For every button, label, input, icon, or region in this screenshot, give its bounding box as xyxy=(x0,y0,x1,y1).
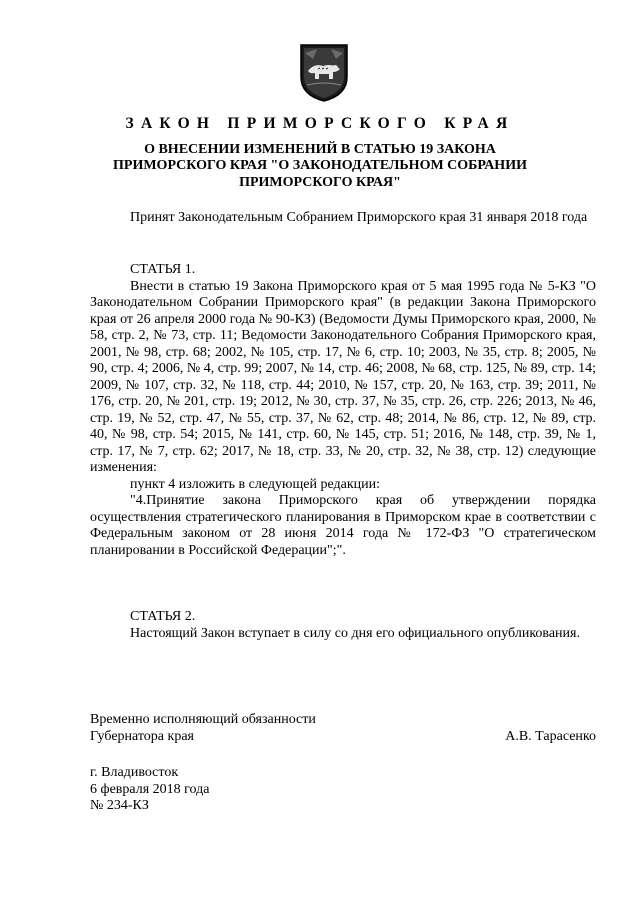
signature-block xyxy=(90,712,596,745)
footer-city: г. Владивосток xyxy=(90,765,179,780)
article-1 xyxy=(90,262,596,559)
article-1-heading: СТАТЬЯ 1. xyxy=(130,262,196,277)
adoption-note-block xyxy=(90,210,596,227)
article-2-heading: СТАТЬЯ 2. xyxy=(130,609,196,624)
article-1-item-intro: пункт 4 изложить в следующей редакции: xyxy=(130,476,380,492)
coat-of-arms-icon xyxy=(299,41,349,103)
signatory-position-line1: Временно исполняющий обязанности xyxy=(90,712,316,727)
article-2-body: Настоящий Закон вступает в силу со дня его официального опубликования. xyxy=(130,625,580,641)
article-2 xyxy=(90,609,596,642)
document-footer xyxy=(90,765,210,815)
article-1-quote: "4.Принятие закона Приморского края об утверждении порядка осуществления стратегического планирования в Приморском крае в соответствии с Федеральным законом от 28 июня 2014 года № 172-ФЗ "О стратегическом планировании в Российской Федерации";". xyxy=(90,493,596,558)
signatory-position-line2: Губернатора края xyxy=(90,728,194,744)
footer-date: 6 февраля 2018 года xyxy=(90,781,210,797)
subtitle-line: ПРИМОРСКОГО КРАЯ" xyxy=(239,174,401,190)
subtitle-line: О ВНЕСЕНИИ ИЗМЕНЕНИЙ В СТАТЬЮ 19 ЗАКОНА xyxy=(144,142,496,157)
subtitle-line: ПРИМОРСКОГО КРАЯ "О ЗАКОНОДАТЕЛЬНОМ СОБРАНИИ xyxy=(113,158,527,174)
signatory-name: А.В. Тарасенко xyxy=(505,728,596,744)
law-title: ЗАКОН ПРИМОРСКОГО КРАЯ xyxy=(125,115,515,132)
adoption-note: Принят Законодательным Собранием Приморского края 31 января 2018 года xyxy=(130,210,588,225)
footer-number: № 234-КЗ xyxy=(90,798,149,813)
article-1-body: Внести в статью 19 Закона Приморского края от 5 мая 1995 года № 5-КЗ "О Законодательном Собрании Приморского края" (в редакции Закона Приморского края от 26 апреля 2000 года № 90-КЗ) (Ведомости Думы Приморского края, 2000, № 58, стр. 2, № 73, стр. 11; Ведомости Законодательного Собрания Приморского края, 2001, № 98, стр. 68; 2002, № 105, стр. 17, № 6, стр. 10; 2003, № 35, стр. 8; 2005, № 90, стр. 4; 2006, № 4, стр. 99; 2007, № 14, стр. 46; 2008, № 68, стр. 125, № 89, стр. 14; 2009, № 107, стр. 32, № 118, стр. 44; 2010, № 157, стр. 20, № 163, стр. 39; 2011, № 176, стр. 20, № 201, стр. 19; 2012, № 30, стр. 37, № 35, стр. 26, стр. 226; 2013, № 46, стр. 19, № 52, стр. 47, № 55, стр. 37, № 62, стр. 48; 2014, № 86, стр. 12, № 89, стр. 40, № 98, стр. 54; 2015, № 141, стр. 60, № 145, стр. 51; 2016, № 148, стр. 39, № 1, стр. 17, № 7, стр. 62; 2017, № 18, стр. 33, № 20, стр. 32, № 38, стр. 12) следующие изменения: xyxy=(90,278,597,475)
law-subtitle xyxy=(90,142,550,191)
